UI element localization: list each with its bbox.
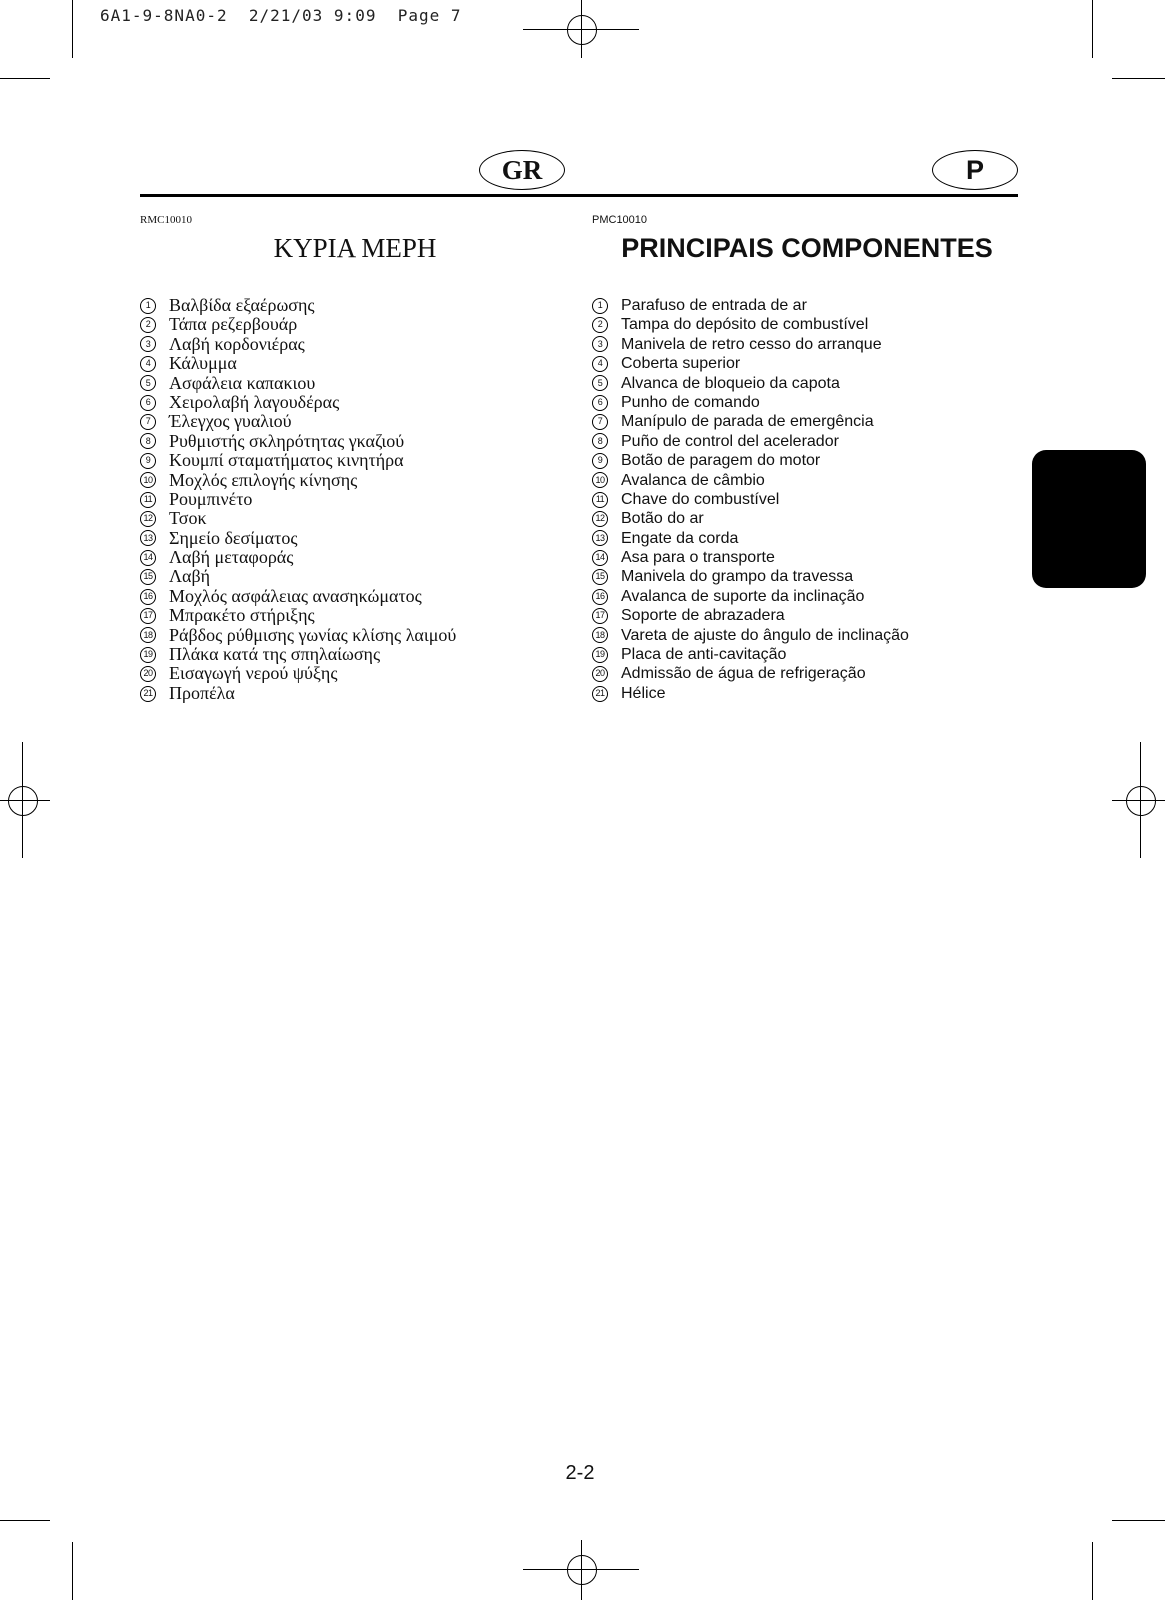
item-number: 18 xyxy=(592,627,608,643)
list-item xyxy=(592,606,909,625)
item-number: 7 xyxy=(592,414,608,430)
item-number: 16 xyxy=(592,589,608,605)
item-label: Χειρολαβή λαγουδέρας xyxy=(169,391,340,412)
item-label: Tampa do depósito de combustível xyxy=(621,316,869,334)
item-label: Hélice xyxy=(621,684,666,702)
item-number: 1 xyxy=(140,298,156,314)
list-item xyxy=(140,412,456,431)
item-label: Λαβή κορδονιέρας xyxy=(169,333,305,354)
list-item xyxy=(140,335,456,354)
list-item xyxy=(592,354,909,373)
list-item xyxy=(592,587,909,606)
item-label: Κουμπί σταματήματος κινητήρα xyxy=(169,450,404,471)
list-item xyxy=(592,451,909,470)
greek-section-code: RMC10010 xyxy=(140,214,192,226)
item-number: 16 xyxy=(140,589,156,605)
item-number: 17 xyxy=(140,608,156,624)
item-label: Soporte de abrazadera xyxy=(621,607,785,625)
list-item xyxy=(140,315,456,334)
greek-section-title: ΚΥΡΙΑ ΜΕΡΗ xyxy=(273,233,437,263)
list-item xyxy=(592,315,909,334)
greek-parts-list xyxy=(140,296,456,703)
item-label: Botão do ar xyxy=(621,510,704,528)
item-number: 2 xyxy=(592,317,608,333)
item-number: 17 xyxy=(592,608,608,624)
item-number: 2 xyxy=(140,317,156,333)
list-item xyxy=(592,645,909,664)
item-label: Ρουμπινέτο xyxy=(169,488,253,509)
item-label: Ρυθμιστής σκληρότητας γκαζιού xyxy=(169,430,405,451)
list-item xyxy=(592,374,909,393)
portuguese-parts-list xyxy=(592,296,909,703)
item-number: 5 xyxy=(140,375,156,391)
item-label: Admissão de água de refrigeração xyxy=(621,665,866,683)
item-number: 11 xyxy=(592,492,608,508)
item-number: 7 xyxy=(140,414,156,430)
item-number: 19 xyxy=(140,647,156,663)
language-badge-portuguese: P xyxy=(932,150,1018,190)
list-item xyxy=(592,626,909,645)
item-number: 20 xyxy=(592,666,608,682)
list-item xyxy=(592,529,909,548)
item-number: 6 xyxy=(592,395,608,411)
list-item xyxy=(592,393,909,412)
list-item xyxy=(140,626,456,645)
item-number: 10 xyxy=(140,472,156,488)
item-number: 14 xyxy=(592,550,608,566)
list-item xyxy=(592,490,909,509)
list-item xyxy=(140,490,456,509)
item-number: 10 xyxy=(592,472,608,488)
item-label: Λαβή xyxy=(169,566,211,587)
item-label: Έλεγχος γυαλιού xyxy=(169,411,292,432)
list-item xyxy=(140,354,456,373)
item-label: Vareta de ajuste do ângulo de inclinação xyxy=(621,626,909,644)
list-item xyxy=(592,412,909,431)
list-item xyxy=(140,606,456,625)
item-label: Ράβδος ρύθμισης γωνίας κλίσης λαιμού xyxy=(169,624,457,645)
list-item xyxy=(140,684,456,703)
item-number: 9 xyxy=(592,453,608,469)
item-number: 11 xyxy=(140,492,156,508)
item-number: 8 xyxy=(140,433,156,449)
item-number: 9 xyxy=(140,453,156,469)
item-number: 5 xyxy=(592,375,608,391)
item-label: Coberta superior xyxy=(621,355,741,373)
item-label: Λαβή μεταφοράς xyxy=(169,547,294,568)
item-number: 13 xyxy=(140,530,156,546)
list-item xyxy=(140,432,456,451)
list-item xyxy=(592,664,909,683)
list-item xyxy=(592,335,909,354)
item-number: 3 xyxy=(592,336,608,352)
item-label: Asa para o transporte xyxy=(621,549,775,567)
item-number: 1 xyxy=(592,298,608,314)
list-item xyxy=(140,548,456,567)
list-item xyxy=(592,548,909,567)
item-number: 21 xyxy=(592,686,608,702)
item-number: 20 xyxy=(140,666,156,682)
item-label: Punho de comando xyxy=(621,393,760,411)
list-item xyxy=(140,393,456,412)
portuguese-section-title: PRINCIPAIS COMPONENTES xyxy=(621,233,993,263)
item-label: Avalanca de suporte da inclinação xyxy=(621,587,865,605)
item-label: Placa de anti-cavitação xyxy=(621,646,787,664)
item-label: Botão de paragem do motor xyxy=(621,452,821,470)
item-number: 15 xyxy=(592,569,608,585)
list-item xyxy=(592,684,909,703)
item-number: 21 xyxy=(140,686,156,702)
item-number: 14 xyxy=(140,550,156,566)
item-label: Σημείο δεσίματος xyxy=(169,527,298,548)
header-rule xyxy=(140,194,1018,197)
list-item xyxy=(140,296,456,315)
item-label: Alvanca de bloqueio da capota xyxy=(621,374,840,392)
item-number: 19 xyxy=(592,647,608,663)
item-label: Προπέλα xyxy=(169,682,235,703)
item-label: Εισαγωγή νερού ψύξης xyxy=(169,663,338,684)
page-number: 2-2 xyxy=(565,1462,595,1484)
list-item xyxy=(140,587,456,606)
item-label: Μοχλός ασφάλειας ανασηκώματος xyxy=(169,585,422,606)
item-label: Parafuso de entrada de ar xyxy=(621,297,807,314)
list-item xyxy=(592,432,909,451)
item-number: 6 xyxy=(140,395,156,411)
list-item xyxy=(592,509,909,528)
item-number: 8 xyxy=(592,433,608,449)
list-item xyxy=(140,451,456,470)
list-item xyxy=(592,296,909,315)
list-item xyxy=(140,664,456,683)
list-item xyxy=(592,567,909,586)
item-number: 15 xyxy=(140,569,156,585)
item-label: Μπρακέτο στήριξης xyxy=(169,605,315,626)
print-slug: 6A1-9-8NA0-2 2/21/03 9:09 Page 7 xyxy=(100,6,462,25)
section-thumb-tab xyxy=(1032,450,1146,588)
item-number: 3 xyxy=(140,336,156,352)
item-label: Manivela do grampo da travessa xyxy=(621,568,854,586)
item-number: 13 xyxy=(592,530,608,546)
item-label: Βαλβίδα εξαέρωσης xyxy=(169,295,315,315)
portuguese-section-code: PMC10010 xyxy=(592,214,648,226)
item-label: Τσοκ xyxy=(169,508,207,529)
list-item xyxy=(140,374,456,393)
item-label: Τάπα ρεζερβουάρ xyxy=(169,314,298,335)
item-number: 12 xyxy=(140,511,156,527)
item-label: Engate da corda xyxy=(621,529,739,547)
item-label: Κάλυμμα xyxy=(169,353,237,374)
list-item xyxy=(140,645,456,664)
list-item xyxy=(592,471,909,490)
item-number: 18 xyxy=(140,627,156,643)
list-item xyxy=(140,509,456,528)
item-label: Μοχλός επιλογής κίνησης xyxy=(169,469,358,490)
item-number: 12 xyxy=(592,511,608,527)
item-label: Puño de control del acelerador xyxy=(621,432,839,450)
item-number: 4 xyxy=(140,356,156,372)
item-label: Πλάκα κατά της σπηλαίωσης xyxy=(169,644,381,665)
item-label: Avalanca de câmbio xyxy=(621,471,765,489)
item-label: Manivela de retro cesso do arranque xyxy=(621,335,882,353)
language-badge-greek: GR xyxy=(479,150,565,190)
item-label: Ασφάλεια καπακιου xyxy=(169,372,316,393)
item-number: 4 xyxy=(592,356,608,372)
item-label: Manípulo de parada de emergência xyxy=(621,413,874,431)
item-label: Chave do combustível xyxy=(621,490,780,508)
list-item xyxy=(140,567,456,586)
list-item xyxy=(140,471,456,490)
list-item xyxy=(140,529,456,548)
